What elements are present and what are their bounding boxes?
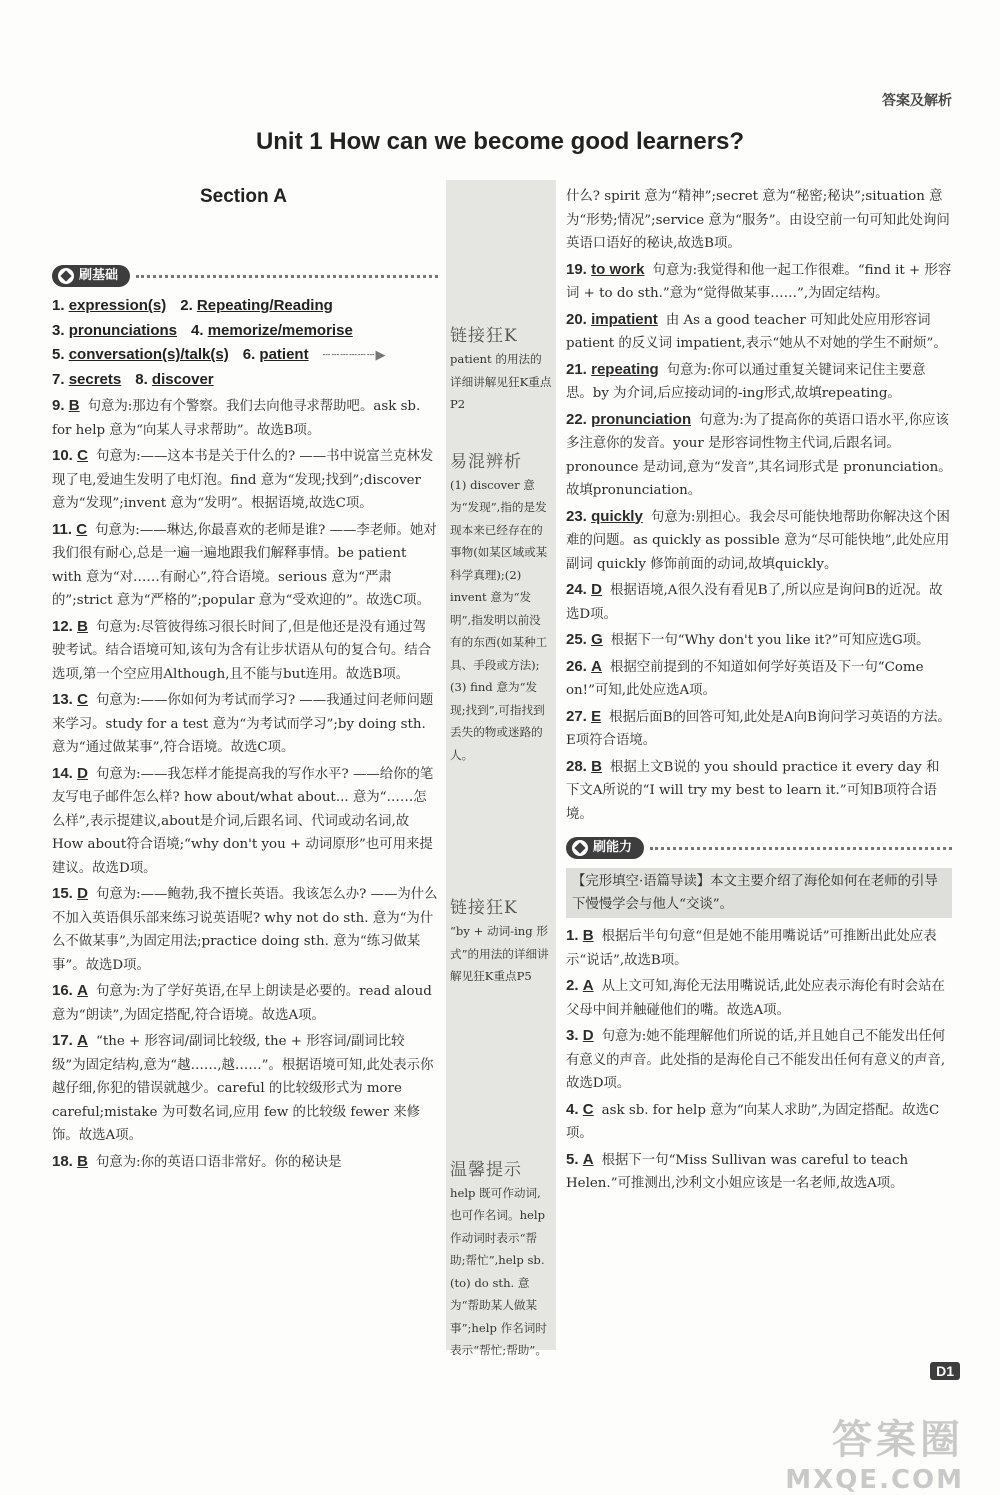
item-answer: G (591, 631, 603, 648)
continued-text: 什么? spirit 意为“精神”;secret 意为“秘密;秘诀”;situation 意为“形势;情况”;service 意为“服务”。由设空前一句可知此处询问英语口语好的秘诀,故选B项。 (566, 189, 950, 251)
side-note-body: “by + 动词-ing 形式”的用法的详细讲解见狂K重点P5 (450, 924, 549, 983)
pencil-icon (572, 840, 588, 856)
item-answer: E (591, 707, 602, 725)
ability-bar (566, 836, 952, 860)
header-label: 答案及解析 (882, 93, 952, 109)
item-explanation: 句意为:——我怎样才能提高我的写作水平? ——给你的笔友写电子邮件怎么样? how about/what about... 意为“……怎么样”,表示提建议,about是介词,后跟名词、代词或动名词,故How about符合语境;“why don't you + 动词原形”也可用来提建议。故选D项。 (52, 766, 434, 876)
item-explanation: 句意为:——这本书是关于什么的? ——书中说富兰克林发现了电,爱迪生发明了电灯泡。find 意为“发现;找到”;discover 意为“发现”;invent 意为“发明”。根据语境,故选C项。 (52, 449, 434, 511)
vocab-answer: discover (151, 370, 214, 388)
item-explanation: 根据下一句“Why don't you like it?”可知应选G项。 (610, 633, 930, 648)
item-explanation: 句意为:为了学好英语,在早上朗读是必要的。read aloud 意为“朗读”,为固定搭配,符合语境。故选A项。 (52, 984, 432, 1023)
reading-guide: 【完形填空·语篇导读】本文主要介绍了海伦如何在老师的引导下慢慢学会与他人“交谈”。 (566, 868, 952, 918)
answer-list (566, 924, 952, 1196)
item-answer: B (77, 617, 88, 635)
left-column (52, 262, 438, 1174)
answer-item (52, 1150, 438, 1175)
item-number: 11. (52, 520, 73, 538)
item-explanation: 句意为:那边有个警察。我们去向他寻求帮助吧。ask sb. for help 意为“向某人寻求帮助”。故选B项。 (52, 399, 421, 438)
item-explanation: 句意为:你可以通过重复关键词来记住主要意思。by 为介词,后应接动词的-ing形式,故填repeating。 (566, 362, 926, 401)
vocab-answer: expression(s) (68, 297, 167, 314)
answer-item (566, 1148, 952, 1196)
item-explanation: 句意为:我觉得和他一起工作很难。“find it + 形容词 + to do sth.”意为“觉得做某事……”,为固定结构。 (566, 262, 952, 301)
answer-item (52, 762, 438, 881)
item-explanation: 句意为:她不能理解他们所说的话,并且她自己不能发出任何有意义的声音。此处指的是海伦自己不能发出任何有意义的声音,故选D项。 (566, 1029, 946, 1091)
answer-item (566, 578, 952, 626)
watermark-url: MXQE.COM (785, 1465, 964, 1495)
side-note (450, 450, 552, 767)
item-answer: D (591, 581, 602, 598)
item-number: 5. (566, 1150, 579, 1168)
item-number: 24. (566, 581, 587, 598)
item-answer: to work (591, 260, 645, 278)
answer-item (52, 615, 438, 687)
basic-bar (52, 264, 438, 288)
item-number: 25. (566, 631, 587, 648)
item-number: 4. (566, 1100, 579, 1118)
item-number: 23. (566, 507, 587, 525)
item-explanation: 从上文可知,海伦无法用嘴说话,此处应表示海伦有时会站在父母中间并触碰他们的嘴。故选A项。 (566, 979, 945, 1018)
basic-badge-label: 刷基础 (79, 268, 119, 284)
item-number: 28. (566, 757, 587, 775)
page-number: D1 (930, 1362, 960, 1380)
answer-item (566, 505, 952, 577)
item-answer: D (582, 1027, 594, 1044)
answer-item (566, 655, 952, 703)
item-number: 19. (566, 260, 587, 278)
item-answer: C (76, 520, 88, 538)
answer-list (566, 258, 952, 827)
item-number: 10. (52, 447, 73, 464)
item-number: 1. (566, 927, 579, 944)
side-note (450, 1158, 552, 1362)
item-answer: B (582, 927, 594, 944)
ability-badge (566, 837, 644, 859)
item-explanation: 根据语境,A很久没有看见B了,所以应是询问B的近况。故选D项。 (566, 583, 943, 622)
answer-item (566, 358, 952, 406)
answer-item (566, 924, 952, 972)
pencil-icon (58, 268, 74, 284)
vocab-answer: patient (259, 346, 309, 363)
item-number: 15. (52, 885, 73, 902)
item-explanation: 句意为:你的英语口语非常好。你的秘诀是 (95, 1154, 342, 1170)
answer-item (566, 258, 952, 306)
item-explanation: “the + 形容词/副词比较级, the + 形容词/副词比较级”为固定结构,意为“越……,越……”。根据语境可知,此处表示你越仔细,你犯的错误就越少。careful 的比较级形式为 more careful;mistake 为可数名词,应用 few 的比较级 fewer 来修饰。故选A项。 (52, 1034, 434, 1143)
vocab-answer: pronunciations (68, 321, 178, 339)
item-answer: quickly (591, 507, 643, 525)
item-answer: A (582, 977, 594, 994)
item-answer: C (77, 447, 88, 464)
item-number: 16. (52, 982, 73, 999)
item-answer: impatient (591, 310, 658, 328)
answer-item (566, 974, 952, 1022)
right-column (566, 185, 952, 1196)
vocab-answer: memorize/memorise (207, 321, 353, 339)
answer-item (566, 1098, 952, 1146)
answer-item (566, 628, 952, 653)
item-answer: A (77, 982, 88, 999)
item-number: 14. (52, 764, 73, 782)
item-number: 27. (566, 707, 587, 725)
answer-item (52, 979, 438, 1027)
answer-item (52, 518, 438, 613)
dotted-divider (136, 275, 438, 278)
basic-badge (52, 265, 130, 287)
item-answer: B (77, 1152, 88, 1170)
answer-item (566, 705, 952, 753)
unit-title: Unit 1 How can we become good learners? (255, 128, 745, 155)
item-number: 18. (52, 1152, 73, 1170)
item-number: 22. (566, 410, 587, 428)
item-number: 2. (566, 977, 579, 994)
item-number: 21. (566, 360, 587, 378)
item-answer: pronunciation (591, 410, 692, 428)
item-answer: A (77, 1032, 88, 1049)
item-explanation: 根据下一句“Miss Sullivan was careful to teach Helen.”可推测出,沙利文小姐应该是一名老师,故选A项。 (566, 1152, 909, 1191)
item-number: 9. (52, 397, 65, 414)
side-note-body: patient 的用法的详细讲解见狂K重点P2 (450, 352, 552, 411)
answer-item (566, 755, 952, 827)
item-explanation: 句意为:为了提高你的英语口语水平,你应该多注意你的发音。your 是形容词性物主代词,后跟名词。pronounce 是动词,意为“发音”,其名词形式是 pronunciation。故填pronunciation。 (566, 412, 952, 498)
side-note-heading: 温馨提示 (450, 1159, 522, 1180)
side-note-heading: 链接狂K (450, 326, 518, 346)
vocab-answers: 1. expression(s) 2. Repeating/Reading 3. pronunciations 4. memorize/memorise 5. conversation(s)/talk(s) 6. patient ┄┄┄┄┄┄▶ 7. secrets 8. discover (52, 297, 387, 388)
item-explanation: 句意为:尽管彼得练习很长时间了,但是他还是没有通过驾驶考试。结合语境可知,该句为含有让步状语从句的复合句。结合选项,第一个空应用Although,且不能与but连用。故选B项。 (52, 619, 432, 682)
item-explanation: 根据空前提到的不知道如何学好英语及下一句“Come on!”可知,此处应选A项。 (566, 659, 924, 698)
answer-item (52, 394, 438, 442)
item-number: 12. (52, 617, 73, 635)
dotted-divider (650, 847, 952, 850)
side-note-body: help 既可作动词,也可作名词。help 作动词时表示“帮助;帮忙”,help sb. (to) do sth. 意为“帮助某人做某事”;help 作名词时表示“帮忙;帮助”。 (450, 1185, 547, 1357)
item-number: 3. (566, 1027, 579, 1044)
item-number: 13. (52, 691, 73, 708)
vocab-answer: conversation(s)/talk(s) (68, 346, 229, 363)
item-answer: B (591, 757, 602, 775)
answer-item (52, 444, 438, 516)
item-answer: D (77, 764, 88, 782)
item-explanation: 由 As a good teacher 可知此处应用形容词 patient 的反义词 impatient,表示“她从不对她的学生不耐烦”。 (566, 312, 947, 351)
vocab-answer: Repeating/Reading (196, 297, 333, 314)
arrow-connector: ┄┄┄┄┄┄▶ (322, 348, 387, 363)
item-answer: repeating (591, 360, 659, 378)
side-note (450, 324, 552, 416)
watermark-logo: 答案圈 (832, 1417, 964, 1463)
answer-item (52, 882, 438, 977)
answer-item (566, 308, 952, 356)
item-answer: B (68, 397, 80, 414)
item-number: 20. (566, 310, 587, 328)
item-explanation: 句意为:——鲍勃,我不擅长英语。我该怎么办? ——为什么不加入英语俱乐部来练习说英语呢? why not do sth. 意为“为什么不做某事”,为固定用法;practice doing sth. 意为“练习做某事”。故选D项。 (52, 887, 438, 973)
item-number: 17. (52, 1032, 73, 1049)
answer-item (52, 688, 438, 760)
item-answer: C (582, 1100, 594, 1118)
section-title: Section A (200, 186, 287, 207)
answer-item (566, 408, 952, 503)
watermark (785, 1408, 964, 1495)
answer-list (52, 394, 438, 1174)
item-answer: C (77, 691, 88, 708)
item-answer: D (77, 885, 88, 902)
side-note-heading: 链接狂K (450, 898, 518, 918)
vocab-answer: secrets (68, 370, 122, 388)
answer-item (52, 1029, 438, 1148)
item-answer: A (591, 657, 602, 675)
answer-item (566, 1024, 952, 1096)
item-answer: A (582, 1150, 594, 1168)
side-note-body: (1) discover 意为“发现”,指的是发现本来已经存在的事物(如某区域或某科学真理);(2) invent 意为“发明”,指发明以前没有的东西(如某种工具、手段或方法);(3) find 意为“发现;找到”,可指找到丢失的物或迷路的人。 (450, 477, 548, 762)
side-notes-column (446, 180, 556, 1357)
ability-badge-label: 刷能力 (593, 840, 633, 856)
side-note-heading: 易混辨析 (450, 451, 522, 472)
side-note (450, 896, 552, 988)
item-number: 26. (566, 657, 587, 675)
item-explanation: 句意为:——琳达,你最喜欢的老师是谁? ——李老师。她对我们很有耐心,总是一遍一遍地跟我们解释事情。be patient with 意为“对……有耐心”,符合语境。serious 意为“严肃的”;strict 意为“严格的”;popular 意为“受欢迎的”。故选C项。 (52, 522, 437, 608)
item-explanation: 根据后半句句意“但是她不能用嘴说话”可推断出此处应表示“说话”,故选B项。 (566, 929, 937, 968)
item-explanation: 句意为:别担心。我会尽可能快地帮助你解决这个困难的问题。as quickly as possible 意为“尽可能快地”,此处应用副词 quickly 修饰前面的动词,故填quickly。 (566, 509, 950, 572)
item-explanation: 句意为:——你如何为考试而学习? ——我通过问老师问题来学习。study for a test 意为“为考试而学习”;by doing sth. 意为“通过做某事”,符合语境。故选C项。 (52, 693, 434, 755)
item-explanation: 根据后面B的回答可知,此处是A向B询问学习英语的方法。E项符合语境。 (566, 709, 951, 748)
item-explanation: ask sb. for help 意为“向某人求助”,为固定搭配。故选C项。 (566, 1102, 940, 1141)
item-explanation: 根据上文B说的 you should practice it every day 和下文A所说的“I will try my best to learn it.”可知B项符合语境。 (566, 759, 940, 822)
